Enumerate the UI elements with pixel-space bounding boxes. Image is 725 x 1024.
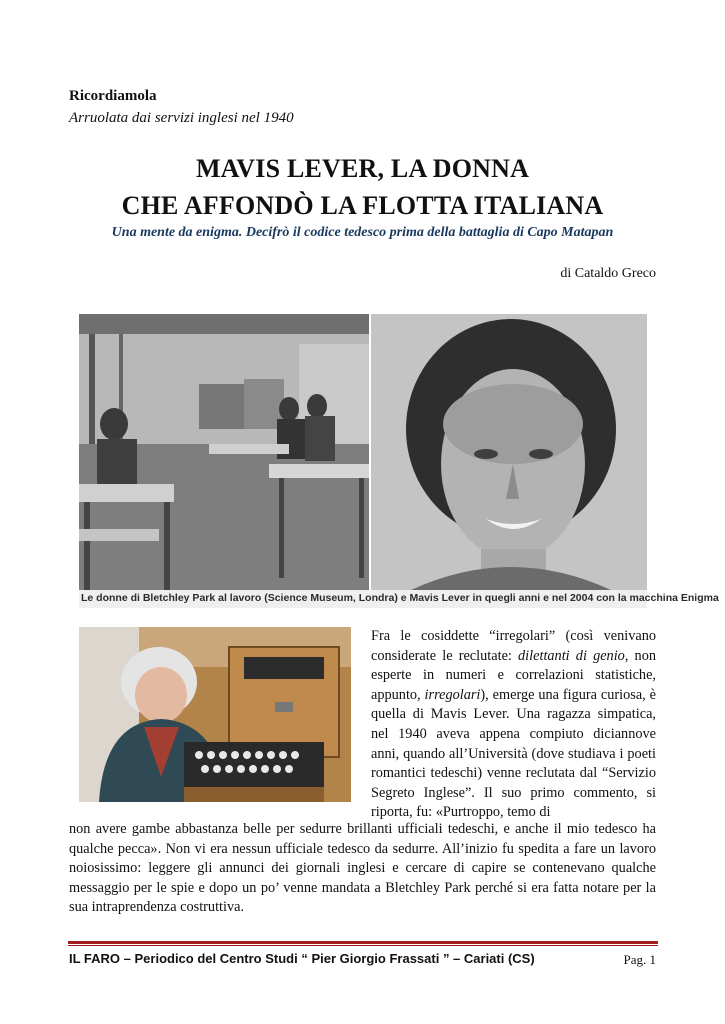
headline-line-1: MAVIS LEVER, LA DONNA [195, 154, 530, 183]
page-number: Pag. 1 [623, 952, 656, 967]
paragraph-text: Fra le cosiddette “irregolari” (così venivano considerate le reclutate: [371, 628, 656, 664]
footer-rule-thin [68, 945, 658, 946]
byline: di Cataldo Greco [560, 266, 656, 281]
article-paragraph-column [371, 627, 656, 823]
footer-rule [68, 941, 658, 944]
emphasis-text: dilettanti di genio [518, 647, 625, 664]
article-paragraph-full [69, 820, 656, 918]
photo-caption: Le donne di Bletchley Park al lavoro (Science Museum, Londra) e Mavis Lever in quegli anni e nel 2004 con la macchina Enigma [81, 592, 719, 604]
paragraph-text: non avere gambe abbastanza belle per sedurre brillanti ufficiali tedeschi, e anche il mio tedesco ha qualche pecca». Non vi era nessun ufficiale tedesco da sedurre. All’inizio fu spedita a fare un lavoro noiosissimo: leggere gli annunci dei giornali inglesi e cercare di capire se contenevano qualche messaggio per le spie e dopo un po’ venne mandata a Bletchley Park perché si era fatta notare per la sua intraprendenza costruttiva. [69, 821, 656, 916]
article-subtitle: Una mente da enigma. Decifrò il codice tedesco prima della battaglia di Capo Matapan [111, 225, 614, 240]
section-kicker: Ricordiamola [69, 88, 157, 104]
mavis-lever-portrait-photo [371, 314, 647, 590]
mavis-lever-enigma-photo [79, 627, 351, 802]
footer-publication: IL FARO – Periodico del Centro Studi “ Pier Giorgio Frassati ” – Cariati (CS) [69, 951, 535, 966]
bletchley-park-photo [79, 314, 369, 590]
paragraph-text: , non esperte in numeri e correlazioni statistiche, appunto, [371, 647, 656, 703]
paragraph-text: ), emerge una figura curiosa, è quella di Mavis Lever. Una ragazza simpatica, nel 1940 aveva appena compiuto diciannove anni, quando all’Università (dove studiava i poeti romantici tedeschi) venne reclutata dal “Servizio Segreto Inglese”. Il suo primo commento, si riporta, fu: «Purtroppo, temo di [371, 686, 656, 821]
article-overline: Arruolata dai servizi inglesi nel 1940 [69, 110, 294, 126]
emphasis-text: irregolari [424, 686, 481, 703]
headline-line-2: CHE AFFONDÒ LA FLOTTA ITALIANA [121, 191, 604, 220]
